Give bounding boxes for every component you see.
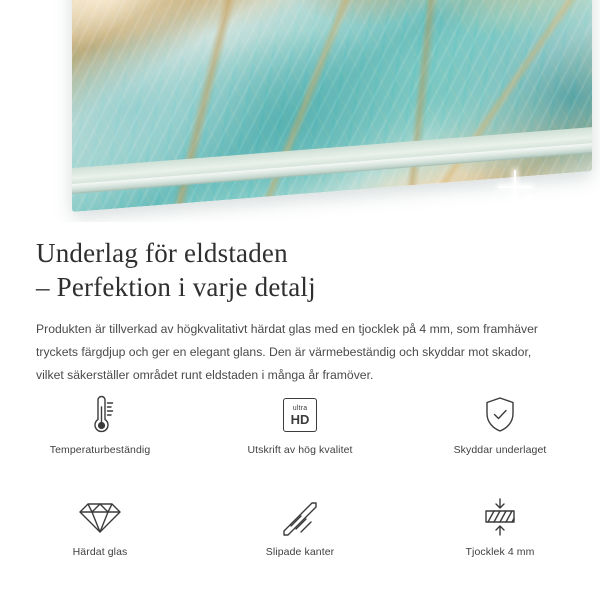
feature-label: Slipade kanter [265,546,335,558]
content-section [0,222,600,558]
feature-item-protection [400,392,600,480]
hero-image [0,0,600,222]
ultra-hd-badge-top: ultra [292,404,308,412]
feature-item-polished-edges [200,494,400,582]
feature-label: Tjocklek 4 mm [465,546,535,558]
feature-label: Temperaturbeständig [49,444,151,456]
diamond-icon [78,494,122,540]
page-title [0,222,600,304]
feature-label: Härdat glas [72,546,128,558]
feature-grid [0,392,600,582]
feature-item-tempered-glass [0,494,200,582]
thickness-arrows-icon [479,494,521,540]
feature-label: Utskrift av hög kvalitet [247,444,353,456]
headline-line-2: – Perfektion i varje detalj [36,272,316,302]
feature-item-thickness [400,494,600,582]
product-description-text: Produkten är tillverkad av högkvalitativt härdat glas med en tjocklek på 4 mm, som framhäver tryckets färgdjup och ger en elegant glans. Den är värmebeständig och skyddar mot skador, vilket säkerställer området runt eldstaden i många år framöver. [36,322,538,382]
feature-item-print-quality [200,392,400,480]
feature-label: Skyddar underlaget [453,444,547,456]
headline-line-1: Underlag för eldstaden [36,238,288,268]
ultra-hd-badge-bottom: HD [290,411,310,427]
polished-edges-icon [279,494,321,540]
ultra-hd-icon [283,392,317,438]
feature-item-temperature [0,392,200,480]
shield-check-icon [481,392,519,438]
thermometer-icon [80,392,120,438]
sparkle-small-icon [520,196,538,214]
